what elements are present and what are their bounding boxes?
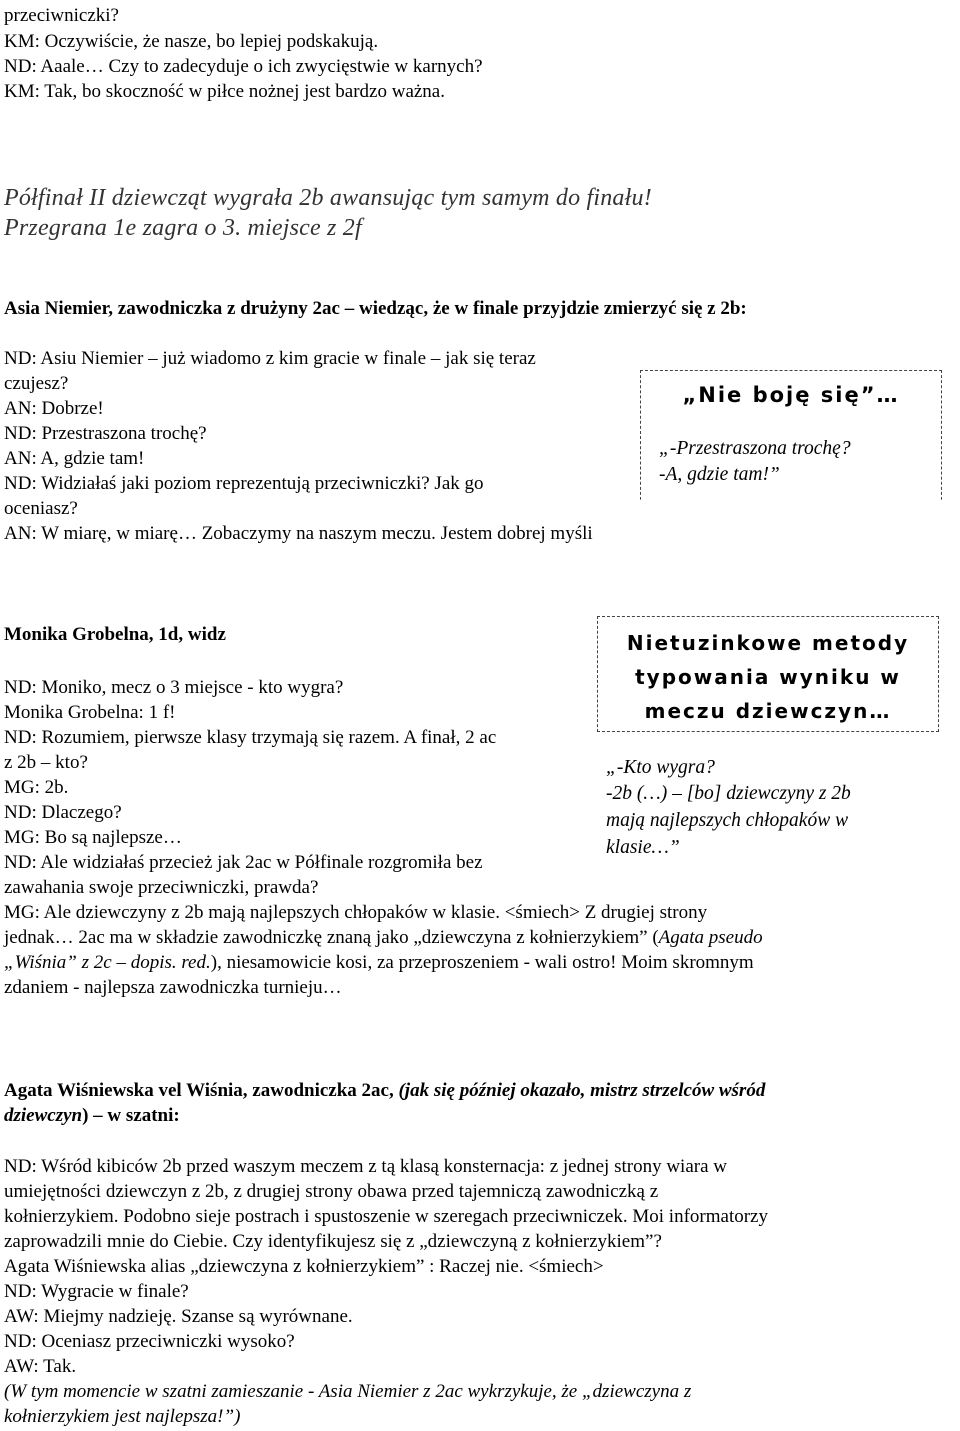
text-line: KM: Oczywiście, że nasze, bo lepiej podskakują. bbox=[4, 31, 379, 52]
interview-line: AW: Tak. bbox=[4, 1356, 77, 1377]
text-span: dziewczyn bbox=[4, 1105, 83, 1126]
interview-line: Agata Wiśniewska alias „dziewczyna z kołnierzykiem” : Raczej nie. <śmiech> bbox=[4, 1256, 604, 1277]
interview-line: AN: W miarę, w miarę… Zobaczymy na naszym meczu. Jestem dobrej myśli bbox=[4, 523, 593, 544]
interview-line: zawahania swoje przeciwniczki, prawda? bbox=[4, 877, 319, 898]
editor-note: Agata pseudo bbox=[658, 927, 763, 948]
closing-line: (W tym momencie w szatni zamieszanie - Asia Niemier z 2ac wykrzykuje, że „dziewczyna z bbox=[4, 1381, 692, 1402]
section-heading bbox=[4, 1079, 765, 1103]
text-span: ), niesamowicie kosi, za przeproszeniem - wali ostro! Moim skromnym bbox=[210, 952, 754, 973]
interview-line: zaprowadzili mnie do Ciebie. Czy identyfikujesz się z „dziewczyną z kołnierzykiem”? bbox=[4, 1231, 662, 1252]
interview-line: ND: Wśród kibiców 2b przed waszym meczem z tą klasą konsternacja: z jednej strony wiara w bbox=[4, 1156, 727, 1177]
closing-line: kołnierzykiem jest najlepsza!”) bbox=[4, 1406, 241, 1427]
interview-line: AN: Dobrze! bbox=[4, 398, 104, 419]
box-title: meczu dziewczyn… bbox=[644, 699, 892, 723]
interview-line: ND: Asiu Niemier – już wiadomo z kim gracie w finale – jak się teraz bbox=[4, 348, 536, 369]
text-span: ) – w szatni: bbox=[82, 1105, 180, 1126]
section-heading bbox=[4, 1104, 180, 1128]
quote-box bbox=[640, 370, 942, 500]
interview-line: z 2b – kto? bbox=[4, 752, 88, 773]
box-title: „Nie boję się”… bbox=[682, 383, 900, 407]
editor-note: „Wiśnia” z 2c – dopis. red. bbox=[4, 952, 211, 973]
interview-line: ND: Przestraszona trochę? bbox=[4, 423, 207, 444]
box-quote: mają najlepszych chłopaków w bbox=[606, 810, 849, 831]
section-heading: Monika Grobelna, 1d, widz bbox=[4, 624, 226, 645]
interview-line: ND: Wygracie w finale? bbox=[4, 1281, 189, 1302]
interview-line: zdaniem - najlepsza zawodniczka turnieju… bbox=[4, 977, 342, 998]
box-quote: „-Kto wygra? bbox=[606, 757, 715, 778]
quote-box bbox=[597, 616, 939, 732]
box-title: typowania wyniku w bbox=[635, 665, 901, 689]
text-span: jednak… 2ac ma w składzie zawodniczkę znaną jako „dziewczyna z kołnierzykiem” ( bbox=[4, 927, 659, 948]
interview-line: MG: 2b. bbox=[4, 777, 69, 798]
section-heading: Asia Niemier, zawodniczka z drużyny 2ac – wiedząc, że w finale przyjdzie zmierzyć się z 2b: bbox=[4, 298, 747, 319]
text-line: ND: Aaale… Czy to zadecyduje o ich zwycięstwie w karnych? bbox=[4, 56, 483, 77]
box-quote: -A, gdzie tam!” bbox=[659, 464, 780, 485]
interview-line: ND: Ale widziałaś przecież jak 2ac w Półfinale rozgromiła bez bbox=[4, 852, 483, 873]
text-span: Agata Wiśniewska vel Wiśnia, zawodniczka 2ac, bbox=[4, 1080, 399, 1101]
interview-line: AW: Miejmy nadzieję. Szanse są wyrównane. bbox=[4, 1306, 353, 1327]
text-line: KM: Tak, bo skoczność w piłce nożnej jest bardzo ważna. bbox=[4, 81, 445, 102]
box-quote: klasie…” bbox=[606, 837, 680, 858]
box-quote: „-Przestraszona trochę? bbox=[659, 438, 851, 459]
interview-line: czujesz? bbox=[4, 373, 69, 394]
interview-line: AN: A, gdzie tam! bbox=[4, 448, 145, 469]
interview-line bbox=[4, 951, 754, 975]
semifinal-line: Półfinał II dziewcząt wygrała 2b awansując tym samym do finału! bbox=[4, 185, 652, 211]
interview-line: ND: Oceniasz przeciwniczki wysoko? bbox=[4, 1331, 295, 1352]
interview-line: umiejętności dziewczyn z 2b, z drugiej strony obawa przed tajemniczą zawodniczką z bbox=[4, 1181, 659, 1202]
text-line: przeciwniczki? bbox=[4, 5, 119, 26]
interview-line: kołnierzykiem. Podobno sieje postrach i spustoszenie w szeregach przeciwniczek. Moi informatorzy bbox=[4, 1206, 768, 1227]
interview-line: ND: Dlaczego? bbox=[4, 802, 122, 823]
box-quote: -2b (…) – [bo] dziewczyny z 2b bbox=[606, 783, 851, 804]
text-span: (jak się później okazało, mistrz strzelców wśród bbox=[398, 1080, 766, 1101]
interview-line: oceniasz? bbox=[4, 498, 78, 519]
interview-line bbox=[4, 926, 763, 950]
interview-line: MG: Bo są najlepsze… bbox=[4, 827, 182, 848]
interview-line: MG: Ale dziewczyny z 2b mają najlepszych chłopaków w klasie. <śmiech> Z drugiej strony bbox=[4, 902, 708, 923]
interview-line: ND: Rozumiem, pierwsze klasy trzymają się razem. A finał, 2 ac bbox=[4, 727, 497, 748]
semifinal-line: Przegrana 1e zagra o 3. miejsce z 2f bbox=[4, 215, 362, 241]
interview-line: ND: Widziałaś jaki poziom reprezentują przeciwniczki? Jak go bbox=[4, 473, 484, 494]
interview-line: ND: Moniko, mecz o 3 miejsce - kto wygra? bbox=[4, 677, 344, 698]
interview-line: Monika Grobelna: 1 f! bbox=[4, 702, 176, 723]
box-title: Nietuzinkowe metody bbox=[626, 631, 910, 655]
